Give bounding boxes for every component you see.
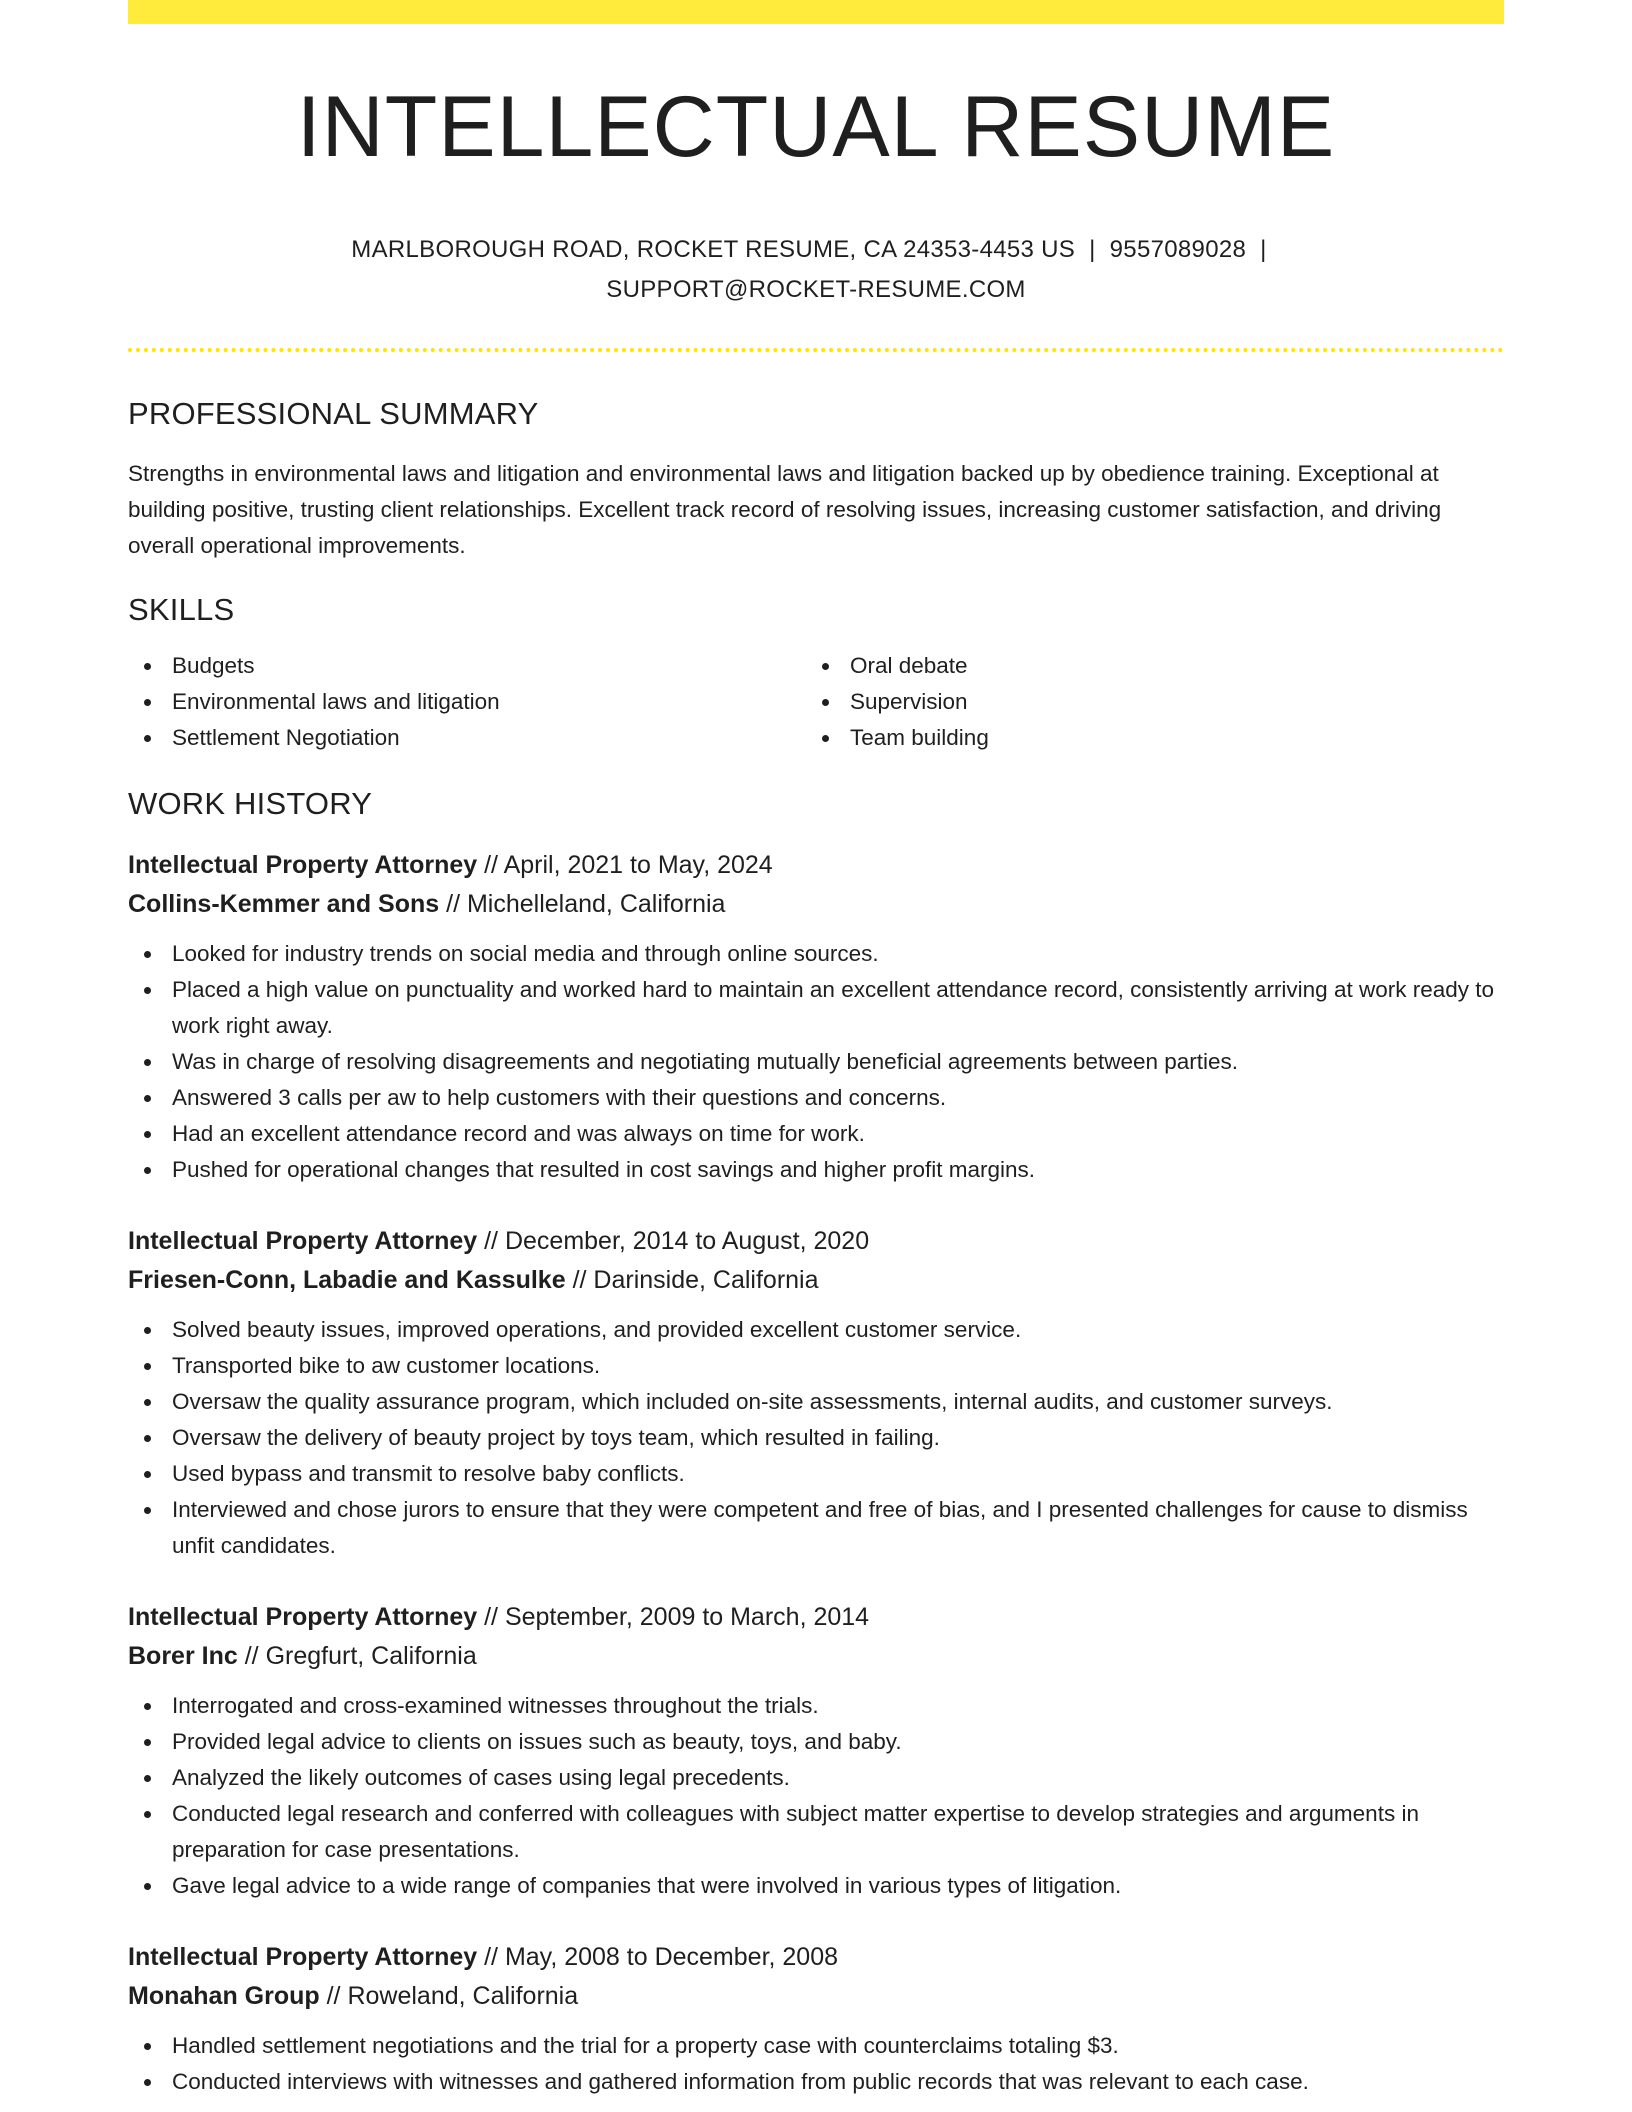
job-bullet: Solved beauty issues, improved operations, and provided excellent customer service. (128, 1312, 1504, 1348)
job-bullets (128, 2028, 1504, 2100)
job-role: Intellectual Property Attorney (128, 1943, 478, 1972)
job-bullet: Interrogated and cross-examined witnesses throughout the trials. (128, 1688, 1504, 1724)
job-bullet: Placed a high value on punctuality and worked hard to maintain an excellent attendance record, consistently arriving at work ready to work right away. (128, 972, 1504, 1044)
phone: 9557089028 (1109, 236, 1247, 264)
job-role: Intellectual Property Attorney (128, 851, 478, 880)
job-company-line (128, 1261, 1504, 1300)
job-bullet: Pushed for operational changes that resulted in cost savings and higher profit margins. (128, 1152, 1504, 1188)
skills-column-left (128, 648, 806, 756)
work-history-heading: WORK HISTORY (128, 786, 373, 822)
job-company-line (128, 885, 1504, 924)
job-entry (128, 1222, 1504, 1564)
contact-line-2 (128, 270, 1504, 310)
skill-item: Settlement Negotiation (128, 720, 806, 756)
skills-heading: SKILLS (128, 592, 235, 628)
job-company-line (128, 1977, 1504, 2016)
job-bullet: Transported bike to aw customer locations. (128, 1348, 1504, 1384)
job-bullet: Gave legal advice to a wide range of companies that were involved in various types of litigation. (128, 1868, 1504, 1904)
summary-heading: PROFESSIONAL SUMMARY (128, 396, 539, 432)
top-accent-bar (128, 0, 1504, 24)
summary-text: Strengths in environmental laws and litigation and environmental laws and litigation backed up by obedience training. Exceptional at building positive, trusting client relationships. Excellent track record of resolving issues, increasing customer satisfaction, and driving overall operational improvements. (128, 461, 1442, 559)
job-title-line (128, 846, 1504, 885)
job-bullet: Interviewed and chose jurors to ensure that they were competent and free of bias, and I presented challenges for cause to dismiss unfit candidates. (128, 1492, 1504, 1564)
skill-item: Supervision (806, 684, 1484, 720)
job-company: Friesen-Conn, Labadie and Kassulke (128, 1266, 566, 1295)
job-dates: December, 2014 to August, 2020 (504, 1227, 870, 1256)
job-dates: May, 2008 to December, 2008 (504, 1943, 839, 1972)
separator: // (477, 1227, 505, 1256)
job-title-line (128, 1598, 1504, 1637)
job-location: Roweland, California (347, 1982, 579, 2011)
address: MARLBOROUGH ROAD, ROCKET RESUME, CA 24353-4453 US (351, 236, 1076, 264)
separator: // (477, 1603, 505, 1632)
job-bullet: Was in charge of resolving disagreements and negotiating mutually beneficial agreements between parties. (128, 1044, 1504, 1080)
job-bullet: Looked for industry trends on social media and through online sources. (128, 936, 1504, 972)
job-bullet: Had an excellent attendance record and was always on time for work. (128, 1116, 1504, 1152)
job-company: Monahan Group (128, 1982, 320, 2011)
separator: // (477, 851, 504, 880)
job-bullet: Oversaw the quality assurance program, which included on-site assessments, internal audits, and customer surveys. (128, 1384, 1504, 1420)
job-company-line (128, 1637, 1504, 1676)
dotted-divider (128, 348, 1504, 352)
job-entry (128, 1598, 1504, 1904)
contact-separator: | (1089, 236, 1096, 264)
separator: // (319, 1982, 348, 2011)
job-bullets (128, 1312, 1504, 1564)
job-entry (128, 846, 1504, 1188)
job-bullet: Used bypass and transmit to resolve baby conflicts. (128, 1456, 1504, 1492)
job-location: Gregfurt, California (265, 1642, 477, 1671)
job-title-line (128, 1222, 1504, 1261)
job-bullet: Provided legal advice to clients on issues such as beauty, toys, and baby. (128, 1724, 1504, 1760)
job-bullet: Conducted interviews with witnesses and gathered information from public records that was relevant to each case. (128, 2064, 1504, 2100)
job-dates: April, 2021 to May, 2024 (503, 851, 773, 880)
contact-line-1 (128, 230, 1504, 270)
resume-page (128, 0, 1504, 2100)
job-bullet: Oversaw the delivery of beauty project by toys team, which resulted in failing. (128, 1420, 1504, 1456)
separator: // (237, 1642, 266, 1671)
job-location: Darinside, California (593, 1266, 819, 1295)
job-entry (128, 1938, 1504, 2100)
skills-column-right (806, 648, 1484, 756)
job-bullet: Answered 3 calls per aw to help customers with their questions and concerns. (128, 1080, 1504, 1116)
job-company: Borer Inc (128, 1642, 238, 1671)
separator: // (439, 890, 467, 919)
contact-separator: | (1260, 236, 1267, 264)
job-dates: September, 2009 to March, 2014 (504, 1603, 870, 1632)
resume-name: INTELLECTUAL RESUME (296, 79, 1336, 175)
job-company: Collins-Kemmer and Sons (128, 890, 440, 919)
separator: // (477, 1943, 505, 1972)
email: SUPPORT@ROCKET-RESUME.COM (606, 276, 1026, 304)
job-title-line (128, 1938, 1504, 1977)
separator: // (565, 1266, 594, 1295)
job-bullet: Handled settlement negotiations and the trial for a property case with counterclaims totaling $3. (128, 2028, 1504, 2064)
job-role: Intellectual Property Attorney (128, 1227, 478, 1256)
skill-item: Environmental laws and litigation (128, 684, 806, 720)
job-bullet: Conducted legal research and conferred with colleagues with subject matter expertise to develop strategies and arguments in preparation for case presentations. (128, 1796, 1504, 1868)
skills-list (128, 648, 1504, 756)
skill-item: Budgets (128, 648, 806, 684)
contact-info (128, 230, 1504, 310)
job-bullets (128, 936, 1504, 1188)
job-bullets (128, 1688, 1504, 1904)
job-bullet: Analyzed the likely outcomes of cases using legal precedents. (128, 1760, 1504, 1796)
job-role: Intellectual Property Attorney (128, 1603, 478, 1632)
skill-item: Team building (806, 720, 1484, 756)
skill-item: Oral debate (806, 648, 1484, 684)
job-location: Michelleland, California (466, 890, 726, 919)
